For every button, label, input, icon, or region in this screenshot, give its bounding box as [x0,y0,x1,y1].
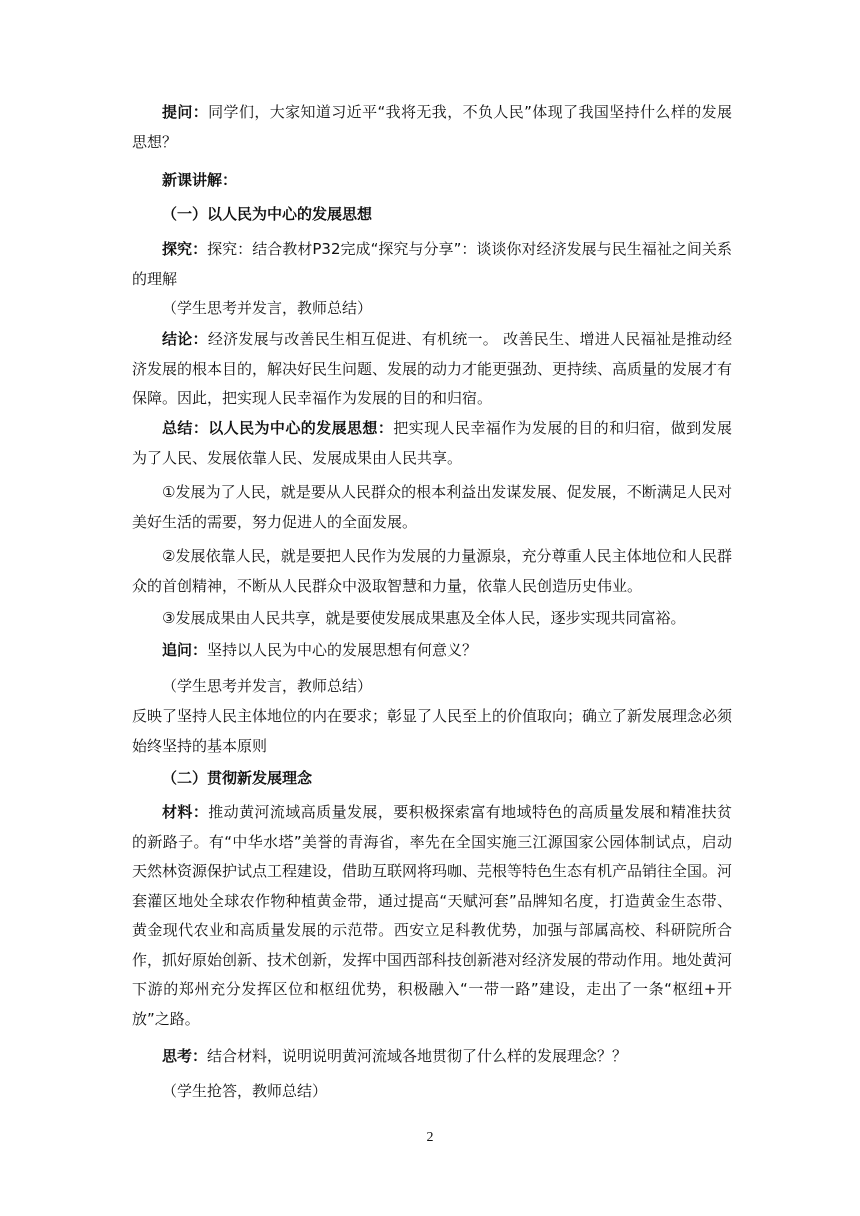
conclusion-label: 结论： [162,330,208,348]
material-text: 推动黄河流域高质量发展，要积极探索富有地域特色的高质量发展和精准扶贫的新路子。有“中华水塔”美誉的青海省，率先在全国实施三江源国家公园体制试点，启动天然林资源保护试点工程建设，借助互联网将玛咖、芫根等特色生态有机产品销往全国。河套灌区地处全球农作物种植黄金带，通过提高“天赋河套”品牌知名度，打造黄金生态带、黄金现代农业和高质量发展的示范带。西安立足科教优势，加强与部属高校、科研院所合作，抓好原始创新、技术创新，发挥中国西部科技创新港对经济发展的带动作用。地处黄河下游的郑州充分发挥区位和枢纽优势，积极融入“一带一路”建设，走出了一条“枢纽+开放”之路。 [132,803,733,1028]
think-text: 结合材料，说明说明黄河流域各地贯彻了什么样的发展理念？？ [207,1047,628,1065]
think-paragraph [132,1042,732,1072]
meaning-paragraph: 反映了坚持人民主体地位的内在要求；彰显了人民至上的价值取向；确立了新发展理念必须始终坚持的基本原则 [132,707,733,755]
student-note-3: （学生抢答，教师总结） [162,1082,328,1100]
student-note-2: （学生思考并发言，教师总结） [162,677,373,695]
explore-text: 探究：结合教材P32完成“探究与分享”：谈谈你对经济发展与民生福祉之间关系的理解 [132,240,732,288]
think-label: 思考： [162,1047,208,1065]
question-label: 提问： [162,103,209,121]
point-three: ③发展成果由人民共享，就是要使发展成果惠及全体人民，逐步实现共同富裕。 [162,609,686,627]
point-two: ②发展依靠人民，就是要把人民作为发展的力量源泉，充分尊重人民主体地位和人民群众的首创精神，不断从人民群众中汲取智慧和力量，依靠人民创造历史伟业。 [132,547,732,595]
new-lesson-heading: 新课讲解： [162,171,238,189]
section-two-title: （二）贯彻新发展理念 [162,769,313,787]
question-text: 同学们，大家知道习近平“我将无我，不负人民”体现了我国坚持什么样的发展思想？ [132,103,732,151]
followup-paragraph [132,636,732,666]
section-one-title: （一）以人民为中心的发展思想 [162,205,373,223]
summary-paragraph [132,414,732,473]
material-paragraph [132,798,732,1034]
followup-label: 追问： [162,641,208,659]
conclusion-paragraph [132,325,732,414]
page-number: 2 [426,1130,434,1145]
point-one: ①发展为了人民，就是要从人民群众的根本利益出发谋发展、促发展，不断满足人民对美好生活的需要，努力促进人的全面发展。 [132,483,732,531]
summary-label: 总结：以人民为中心的发展思想： [162,419,394,437]
followup-text: 坚持以人民为中心的发展思想有何意义？ [207,641,478,659]
question-paragraph [132,98,732,157]
explore-paragraph [132,235,732,294]
summary-text: 把实现人民幸福作为发展的目的和归宿，做到发展为了人民、发展依靠人民、发展成果由人民共享。 [132,419,732,467]
material-label: 材料： [162,803,209,821]
explore-label: 探究： [162,240,208,258]
student-note-1: （学生思考并发言，教师总结） [162,299,373,317]
conclusion-text: 经济发展与改善民生相互促进、有机统一。 改善民生、增进人民福祉是推动经济发展的根本目的，解决好民生问题、发展的动力才能更强劲、更持续、高质量的发展才有保障。因此，把实现人民幸福作为发展的目的和归宿。 [132,330,733,407]
